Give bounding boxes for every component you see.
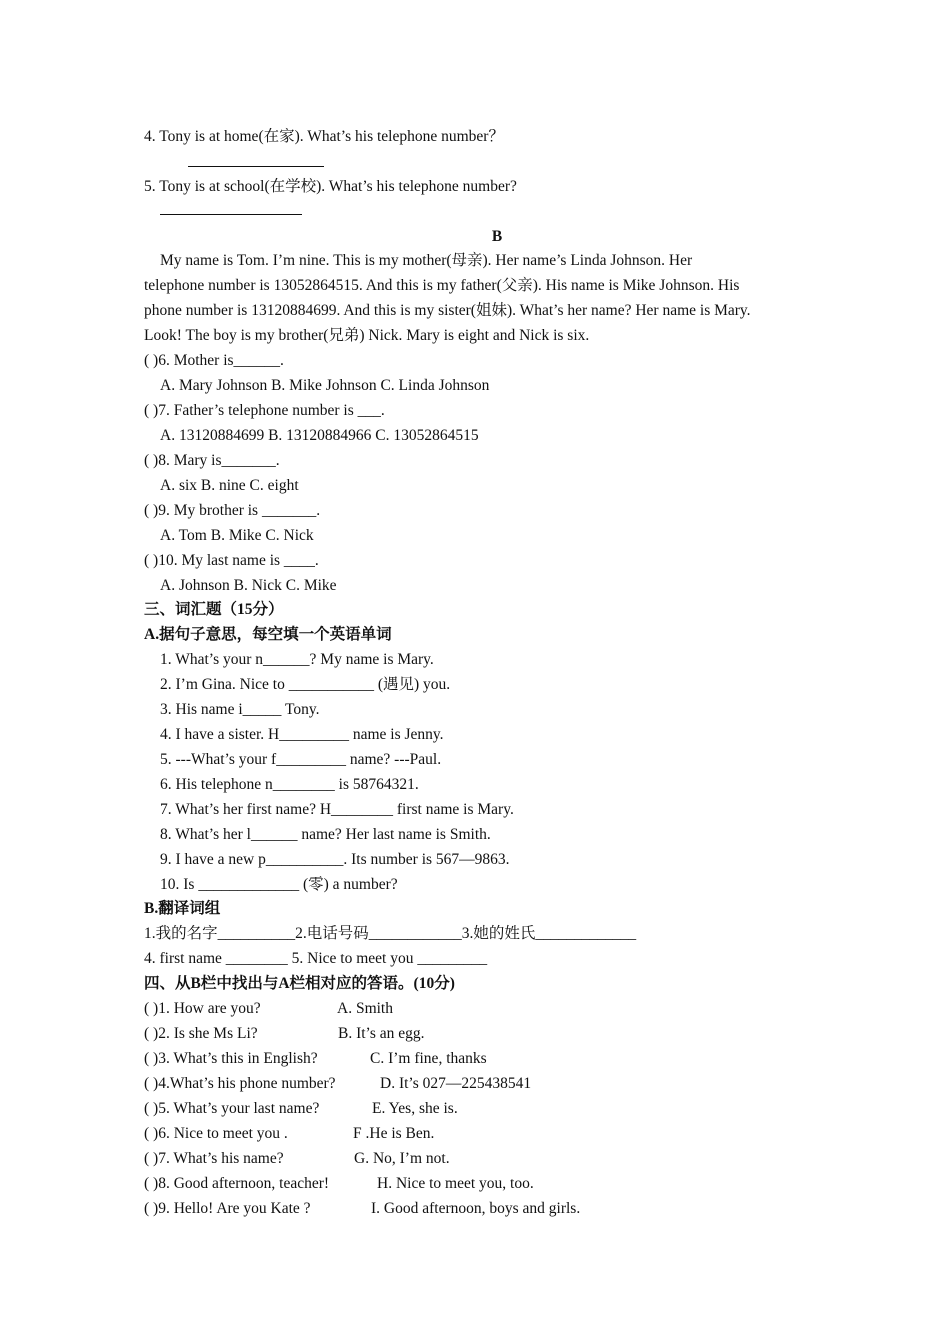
answer-blank-5[interactable] <box>160 198 302 221</box>
vocab-item: 7. What’s her first name? H________ first name is Mary. <box>160 801 514 818</box>
match-question: ( )3. What’s this in English? <box>144 1050 318 1067</box>
match-answer: C. I’m fine, thanks <box>370 1050 487 1067</box>
translation-line: 4. first name ________ 5. Nice to meet you _________ <box>144 950 488 967</box>
mc-question-stem: ( )8. Mary is_______. <box>144 452 280 469</box>
match-question: ( )7. What’s his name? <box>144 1150 284 1167</box>
vocab-item: 8. What’s her l______ name? Her last name is Smith. <box>160 826 491 843</box>
match-row <box>144 1074 532 1094</box>
match-answer: E. Yes, she is. <box>372 1100 458 1117</box>
match-answer: D. It’s 027—225438541 <box>380 1075 532 1092</box>
match-answer: B. It’s an egg. <box>338 1025 425 1042</box>
match-answer: F .He is Ben. <box>353 1125 435 1142</box>
match-row <box>144 999 393 1019</box>
passage-line: Look! The boy is my brother(兄弟) Nick. Mary is eight and Nick is six. <box>144 327 590 344</box>
section-4-title: 四、从B栏中找出与A栏相对应的答语。(10分) <box>144 975 455 992</box>
match-row <box>144 1174 534 1194</box>
match-row <box>144 1124 435 1144</box>
match-answer: G. No, I’m not. <box>354 1150 450 1167</box>
mc-question-stem: ( )9. My brother is _______. <box>144 502 321 519</box>
match-row <box>144 1149 450 1169</box>
match-row <box>144 1199 581 1219</box>
match-question: ( )6. Nice to meet you . <box>144 1125 288 1142</box>
mc-question-options: A. Mary Johnson B. Mike Johnson C. Linda Johnson <box>160 377 490 394</box>
section-b-heading: B <box>491 228 503 245</box>
mc-question-stem: ( )7. Father’s telephone number is ___. <box>144 402 385 419</box>
mc-question-stem: ( )10. My last name is ____. <box>144 552 319 569</box>
vocab-item: 2. I’m Gina. Nice to ___________ (遇见) you. <box>160 676 451 693</box>
mc-question-options: A. Tom B. Mike C. Nick <box>160 527 314 544</box>
match-row <box>144 1099 458 1119</box>
match-answer: I. Good afternoon, boys and girls. <box>371 1200 581 1217</box>
match-question: ( )8. Good afternoon, teacher! <box>144 1175 330 1192</box>
mc-question-options: A. 13120884699 B. 13120884966 C. 13052864515 <box>160 427 479 444</box>
vocab-item: 1. What’s your n______? My name is Mary. <box>160 651 434 668</box>
vocab-item: 3. His name i_____ Tony. <box>160 701 320 718</box>
vocab-item: 4. I have a sister. H_________ name is Jenny. <box>160 726 444 743</box>
section-3-title: 三、词汇题（15分） <box>144 601 284 618</box>
match-question: ( )2. Is she Ms Li? <box>144 1025 258 1042</box>
mc-question-stem: ( )6. Mother is______. <box>144 352 284 369</box>
match-question: ( )9. Hello! Are you Kate ? <box>144 1200 311 1217</box>
passage-line: My name is Tom. I’m nine. This is my mother(母亲). Her name’s Linda Johnson. Her <box>160 252 693 269</box>
match-question: ( )5. What’s your last name? <box>144 1100 320 1117</box>
section-3b-instructions: B.翻译词组 <box>144 900 221 917</box>
passage-line: telephone number is 13052864515. And this is my father(父亲). His name is Mike Johnson. His <box>144 277 740 294</box>
passage-line: phone number is 13120884699. And this is my sister(姐妹). What’s her name? Her name is Mary. <box>144 302 751 319</box>
translation-line: 1.我的名字__________2.电话号码____________3.她的姓氏_____________ <box>144 925 637 942</box>
match-question: ( )4.What’s his phone number? <box>144 1075 336 1092</box>
vocab-item: 6. His telephone n________ is 58764321. <box>160 776 419 793</box>
match-row <box>144 1024 425 1044</box>
match-answer: H. Nice to meet you, too. <box>377 1175 534 1192</box>
mc-question-options: A. six B. nine C. eight <box>160 477 299 494</box>
match-row <box>144 1049 487 1069</box>
vocab-item: 5. ---What’s your f_________ name? ---Paul. <box>160 751 442 768</box>
match-question: ( )1. How are you? <box>144 1000 261 1017</box>
answer-blank-4[interactable] <box>188 150 324 173</box>
vocab-item: 9. I have a new p__________. Its number is 567—9863. <box>160 851 510 868</box>
question-4: 4. Tony is at home(在家). What’s his telephone number？ <box>144 128 504 145</box>
mc-question-options: A. Johnson B. Nick C. Mike <box>160 577 337 594</box>
vocab-item: 10. Is _____________ (零) a number? <box>160 876 398 893</box>
section-3a-instructions: A.据句子意思，每空填一个英语单词 <box>144 626 392 643</box>
question-5: 5. Tony is at school(在学校). What’s his telephone number? <box>144 178 517 195</box>
match-answer: A. Smith <box>337 1000 393 1017</box>
